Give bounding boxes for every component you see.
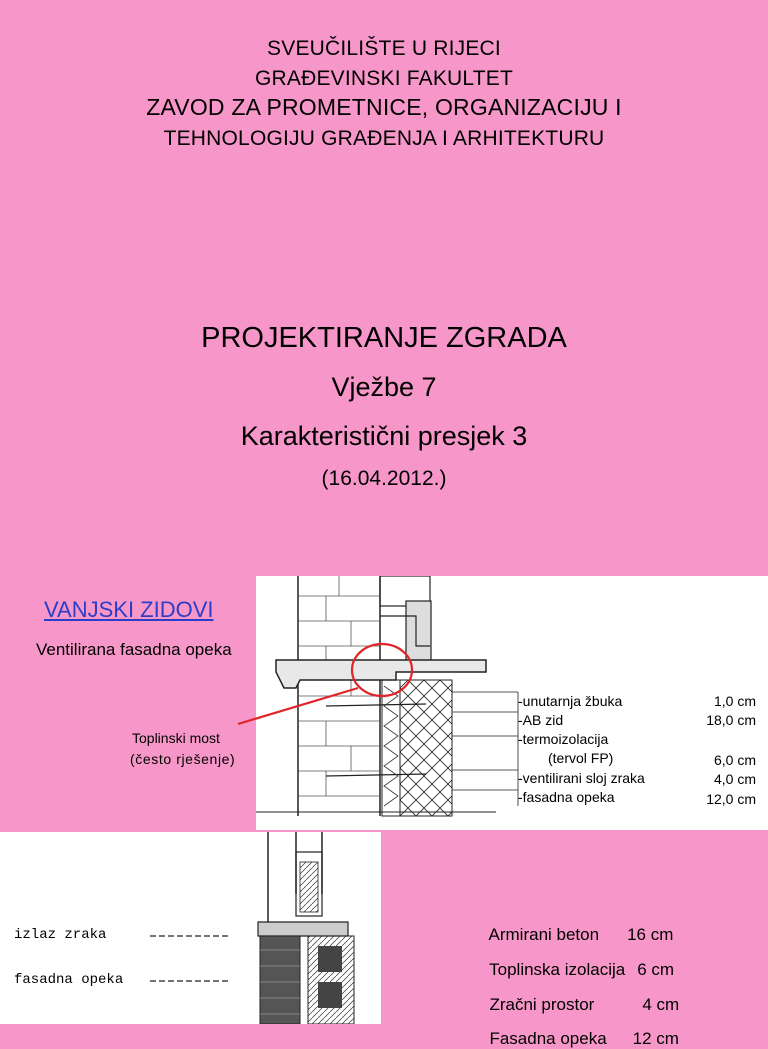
- spec-name: Fasadna opeka: [489, 1029, 607, 1048]
- exercise-number: Vježbe 7: [331, 372, 437, 402]
- section-subheading: Ventilirana fasadna opeka: [36, 640, 232, 659]
- facade-brick-label: fasadna opeka: [14, 972, 124, 988]
- air-outlet-label: izlaz zraka: [14, 927, 107, 943]
- spec-name: Toplinska izolacija: [489, 960, 626, 979]
- layer-label-insulation-type: (tervol FP): [548, 750, 614, 766]
- department-line-2: TEHNOLOGIJU GRAĐENJA I ARHITEKTURU: [163, 127, 605, 150]
- spec-value: 6 cm: [637, 960, 675, 979]
- spec-row-reinforced-concrete: [480, 905, 673, 945]
- spec-value: 12 cm: [632, 1029, 679, 1048]
- thermal-bridge-callout-line: [238, 688, 358, 724]
- layer-value-air-gap: 4,0 cm: [713, 771, 756, 787]
- topic-title: Karakteristični presjek 3: [240, 421, 528, 451]
- spec-row-thermal-insulation: [480, 940, 674, 980]
- layer-label-rc-wall: -AB zid: [518, 712, 564, 728]
- thermal-bridge-label: Toplinski most: [132, 730, 220, 746]
- layer-value-rc-wall: 18,0 cm: [706, 712, 756, 728]
- layer-label-plaster: -unutarnja žbuka: [518, 693, 623, 709]
- spec-row-facade-brick: [480, 1009, 679, 1049]
- spec-value: 4 cm: [642, 995, 680, 1014]
- section-heading-link[interactable]: VANJSKI ZIDOVI: [44, 597, 214, 622]
- spec-value: 16 cm: [627, 925, 674, 944]
- course-title: PROJEKTIRANJE ZGRADA: [201, 322, 567, 354]
- layer-label-insulation: -termoizolacija: [518, 731, 609, 747]
- layer-label-air-gap: -ventilirani sloj zraka: [518, 770, 645, 786]
- lecture-date: (16.04.2012.): [321, 467, 447, 490]
- layer-value-facade-brick: 12,0 cm: [706, 791, 756, 807]
- spec-name: Zračni prostor: [489, 995, 595, 1014]
- spec-name: Armirani beton: [488, 925, 600, 944]
- thermal-bridge-note: (često rješenje): [130, 751, 236, 767]
- university-name: SVEUČILIŠTE U RIJECI: [267, 37, 501, 60]
- layer-value-plaster: 1,0 cm: [713, 693, 756, 709]
- faculty-name: GRAĐEVINSKI FAKULTET: [255, 67, 513, 90]
- department-line-1: ZAVOD ZA PROMETNICE, ORGANIZACIJU I: [146, 94, 622, 120]
- layer-label-facade-brick: -fasadna opeka: [518, 789, 615, 805]
- ventilation-section-drawing: [0, 832, 381, 1024]
- layer-value-insulation: 6,0 cm: [713, 752, 756, 768]
